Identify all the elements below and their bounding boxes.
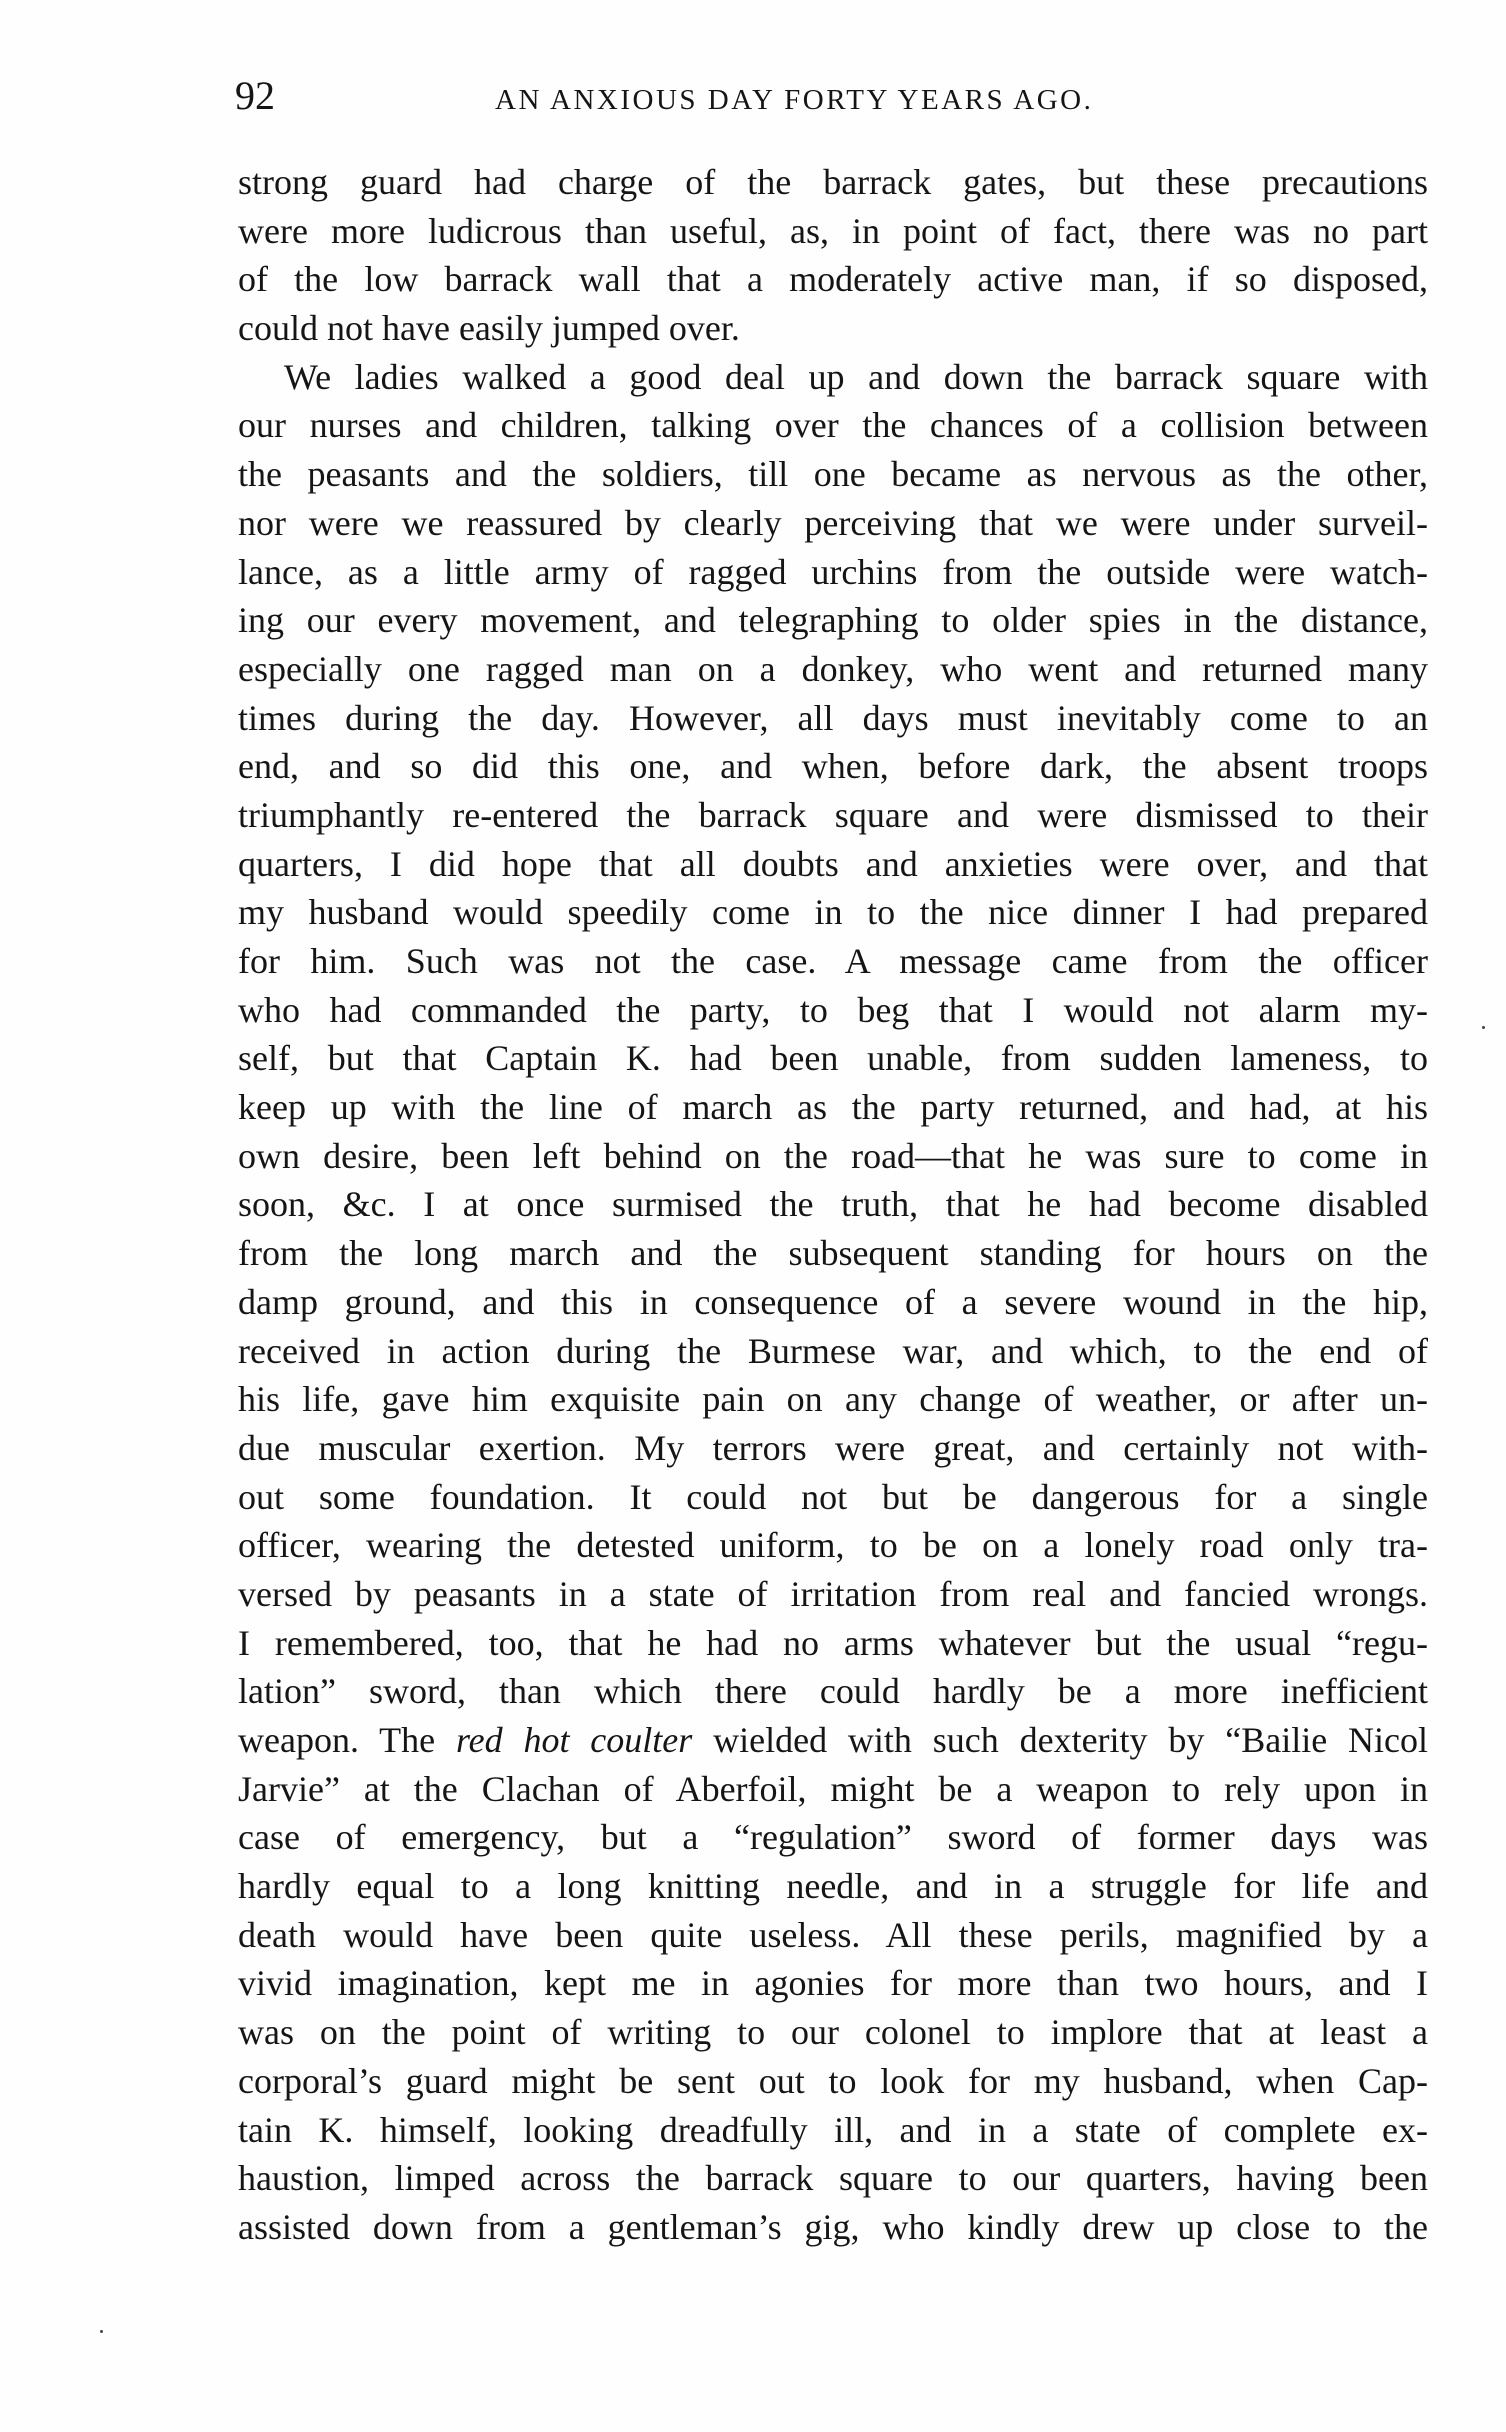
text-line: corporal’s guard might be sent out to look for my husband, when Cap- bbox=[238, 2060, 1428, 2101]
body-text bbox=[238, 158, 1428, 2252]
text-segment: weapon. The bbox=[238, 1720, 456, 1760]
text-segment: wielded with such dexterity by “Bailie Nicol bbox=[692, 1720, 1429, 1760]
text-line: keep up with the line of march as the party returned, and had, at his bbox=[238, 1087, 1428, 1128]
text-line: I remembered, too, that he had no arms whatever but the usual “regu- bbox=[238, 1622, 1428, 1663]
text-line: Jarvie” at the Clachan of Aberfoil, might be a weapon to rely upon in bbox=[238, 1768, 1428, 1809]
text-line: our nurses and children, talking over the chances of a collision between bbox=[238, 405, 1428, 446]
text-line: received in action during the Burmese war, and which, to the end of bbox=[238, 1330, 1428, 1371]
text-line: triumphantly re-entered the barrack square and were dismissed to their bbox=[238, 794, 1428, 835]
text-line: officer, wearing the detested uniform, to be on a lonely road only tra- bbox=[238, 1525, 1428, 1566]
text-line: quarters, I did hope that all doubts and anxieties were over, and that bbox=[238, 843, 1428, 884]
text-line: who had commanded the party, to beg that I would not alarm my- bbox=[238, 989, 1428, 1030]
text-line: his life, gave him exquisite pain on any change of weather, or after un- bbox=[238, 1379, 1428, 1420]
text-line: was on the point of writing to our colonel to implore that at least a bbox=[238, 2012, 1428, 2053]
text-line: out some foundation. It could not but be dangerous for a single bbox=[238, 1476, 1428, 1517]
text-line: self, but that Captain K. had been unable, from sudden lameness, to bbox=[238, 1038, 1428, 1079]
text-line: tain K. himself, looking dreadfully ill, and in a state of complete ex- bbox=[238, 2109, 1428, 2150]
text-line: nor were we reassured by clearly perceiving that we were under surveil- bbox=[238, 502, 1428, 543]
text-line: lance, as a little army of ragged urchins from the outside were watch- bbox=[238, 551, 1428, 592]
text-line: due muscular exertion. My terrors were great, and certainly not with- bbox=[238, 1427, 1428, 1468]
text-line: assisted down from a gentleman’s gig, who kindly drew up close to the bbox=[238, 2206, 1428, 2247]
text-line: were more ludicrous than useful, as, in point of fact, there was no part bbox=[238, 210, 1428, 251]
running-title: AN ANXIOUS DAY FORTY YEARS AGO. bbox=[495, 84, 1094, 116]
text-line: especially one ragged man on a donkey, who went and returned many bbox=[238, 648, 1428, 689]
text-line-with-italic bbox=[238, 1716, 1428, 1765]
text-line: lation” sword, than which there could hardly be a more inefficient bbox=[238, 1671, 1428, 1712]
text-line: end, and so did this one, and when, before dark, the absent troops bbox=[238, 746, 1428, 787]
text-line: my husband would speedily come in to the nice dinner I had prepared bbox=[238, 892, 1428, 933]
page-header bbox=[235, 66, 1285, 126]
text-line: case of emergency, but a “regulation” sword of former days was bbox=[238, 1817, 1428, 1858]
italic-phrase: red hot coulter bbox=[455, 1720, 693, 1760]
text-line: vivid imagination, kept me in agonies for more than two hours, and I bbox=[238, 1963, 1428, 2004]
text-line: ing our every movement, and telegraphing to older spies in the distance, bbox=[238, 600, 1428, 641]
text-line: We ladies walked a good deal up and down the barrack square with bbox=[284, 356, 1428, 397]
text-line: strong guard had charge of the barrack gates, but these precautions bbox=[238, 162, 1428, 202]
text-line: of the low barrack wall that a moderately active man, if so disposed, bbox=[238, 259, 1428, 300]
text-line: haustion, limped across the barrack square to our quarters, having been bbox=[238, 2158, 1428, 2199]
page-number: 92 bbox=[235, 73, 275, 118]
text-line: soon, &c. I at once surmised the truth, that he had become disabled bbox=[238, 1184, 1428, 1225]
text-line: for him. Such was not the case. A message came from the officer bbox=[238, 941, 1428, 981]
text-line: death would have been quite useless. All these perils, magnified by a bbox=[238, 1914, 1428, 1955]
text-line: could not have easily jumped over. bbox=[238, 308, 740, 349]
paper-speck bbox=[100, 2330, 103, 2333]
text-line: versed by peasants in a state of irritation from real and fancied wrongs. bbox=[238, 1573, 1428, 1614]
paper-speck bbox=[1482, 1026, 1485, 1029]
text-line: the peasants and the soldiers, till one became as nervous as the other, bbox=[238, 454, 1428, 495]
text-line: own desire, been left behind on the road—that he was sure to come in bbox=[238, 1135, 1428, 1176]
text-line: times during the day. However, all days must inevitably come to an bbox=[238, 697, 1428, 738]
text-line: damp ground, and this in consequence of a severe wound in the hip, bbox=[238, 1281, 1428, 1322]
text-line: hardly equal to a long knitting needle, and in a struggle for life and bbox=[238, 1866, 1428, 1907]
text-line: from the long march and the subsequent standing for hours on the bbox=[238, 1233, 1428, 1274]
